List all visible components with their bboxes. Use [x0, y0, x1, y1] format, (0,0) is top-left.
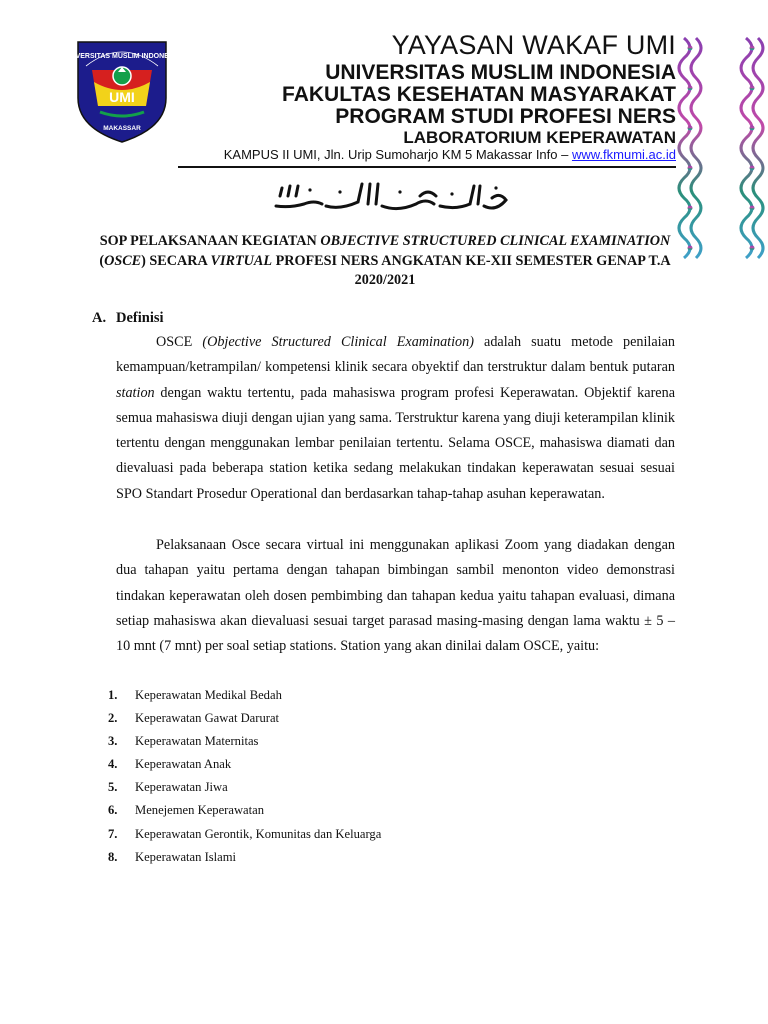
university-logo	[63, 36, 181, 146]
list-number: 2.	[108, 711, 118, 726]
list-label: Keperawatan Islami	[135, 849, 237, 864]
address-line	[224, 147, 676, 162]
section-title: Definisi	[116, 310, 164, 326]
faculty-name: FAKULTAS KESEHATAN MASYARAKAT	[282, 83, 676, 106]
title-italic: OSCE	[104, 252, 142, 269]
section-marker: A.	[92, 310, 107, 326]
list-item	[104, 684, 664, 707]
header-divider	[178, 166, 676, 168]
website-link[interactable]: www.fkmumi.ac.id	[571, 147, 676, 162]
list-number: 8.	[108, 849, 118, 864]
list-item	[104, 707, 664, 730]
logo-ring-text: UNIVERSITAS MUSLIM INDONESIA	[63, 53, 181, 60]
implementation-paragraph	[116, 533, 675, 659]
list-number: 4.	[108, 757, 118, 772]
address-text: KAMPUS II UMI, Jln. Urip Sumoharjo KM 5 Makassar Info –	[223, 147, 572, 162]
foundation-name: YAYASAN WAKAF UMI	[391, 30, 676, 60]
list-label: Menejemen Keperawatan	[135, 803, 265, 818]
list-number: 1.	[108, 688, 118, 702]
list-item	[104, 776, 664, 799]
decorative-border	[676, 34, 768, 262]
paragraph-text: Pelaksanaan Osce secara virtual ini menggunakan aplikasi Zoom yang diadakan dengan dua tahapan yaitu pertama dengan tahapan bimbingan sambil menonton video demonstrasi tindakan keperawatan oleh dosen pembimbing dan tahapan kedua yaitu tahapan evaluasi, dimana setiap mahasiswa akan dievaluasi sesuai target parasad masing-masing dengan lama waktu ± 5 – 10 mnt (7 mnt) per soal setiap stations. Station yang akan dinilai dalam OSCE, yaitu:	[116, 537, 675, 655]
list-label: Keperawatan Maternitas	[135, 734, 259, 749]
list-number: 5.	[108, 780, 118, 795]
lab-name: LABORATORIUM KEPERAWATAN	[403, 128, 676, 147]
title-text: (	[99, 252, 105, 269]
title-italic: VIRTUAL	[210, 252, 273, 269]
list-item	[104, 730, 664, 753]
program-name: PROGRAM STUDI PROFESI NERS	[335, 105, 676, 128]
list-label: Keperawatan Anak	[135, 757, 232, 772]
section-heading	[92, 310, 164, 327]
paragraph-italic: station	[116, 384, 155, 401]
title-text: ) SECARA	[141, 252, 211, 269]
paragraph-italic: (Objective Structured Clinical Examination)	[202, 334, 474, 350]
title-text: SOP PELAKSANAAN KEGIATAN	[99, 233, 321, 249]
list-number: 7.	[108, 826, 118, 841]
station-list	[104, 684, 664, 869]
definition-paragraph	[116, 330, 675, 507]
logo-emblem-text: UMI	[109, 89, 135, 105]
list-label: Keperawatan Medikal Bedah	[135, 688, 282, 702]
list-item	[104, 799, 664, 822]
university-name: UNIVERSITAS MUSLIM INDONESIA	[325, 61, 676, 84]
list-label: Keperawatan Jiwa	[135, 780, 228, 795]
title-italic: OBJECTIVE STRUCTURED CLINICAL EXAMINATION	[320, 233, 671, 249]
paragraph-text: OSCE	[156, 334, 203, 350]
list-number: 6.	[108, 803, 118, 818]
document-title	[90, 232, 680, 291]
list-item	[104, 823, 664, 846]
list-label: Keperawatan Gawat Darurat	[135, 711, 280, 726]
title-text: PROFESI NERS ANGKATAN KE-XII SEMESTER GENAP T.A 2020/2021	[272, 252, 671, 288]
paragraph-text: dengan waktu tertentu, pada mahasiswa program profesi Keperawatan. Objektif karena semua mahasiswa diuji dengan ujian yang sama. Terstruktur karena yang diuji keterampilan klinik tertentu dengan menggunakan lembar penilaian tertentu. Selama OSCE, mahasiswa diamati dan dievaluasi pada beberapa station ketika sedang melakukan tindakan keperawatan sesuai sesuai SPO Standart Prosedur Operational dan berdasarkan tahap-tahap asuhan keperawatan.	[116, 384, 675, 502]
logo-city-text: MAKASSAR	[103, 125, 141, 132]
bismillah-calligraphy	[270, 178, 510, 214]
list-item	[104, 846, 664, 869]
paragraph-text: adalah suatu metode penilaian kemampuan/ketrampilan/ kompetensi klinik secara obyektif dan terstruktur dalam bentuk putaran	[116, 334, 675, 376]
list-item	[104, 753, 664, 776]
list-label: Keperawatan Gerontik, Komunitas dan Keluarga	[135, 826, 382, 841]
letterhead	[0, 0, 768, 175]
list-number: 3.	[108, 734, 118, 749]
